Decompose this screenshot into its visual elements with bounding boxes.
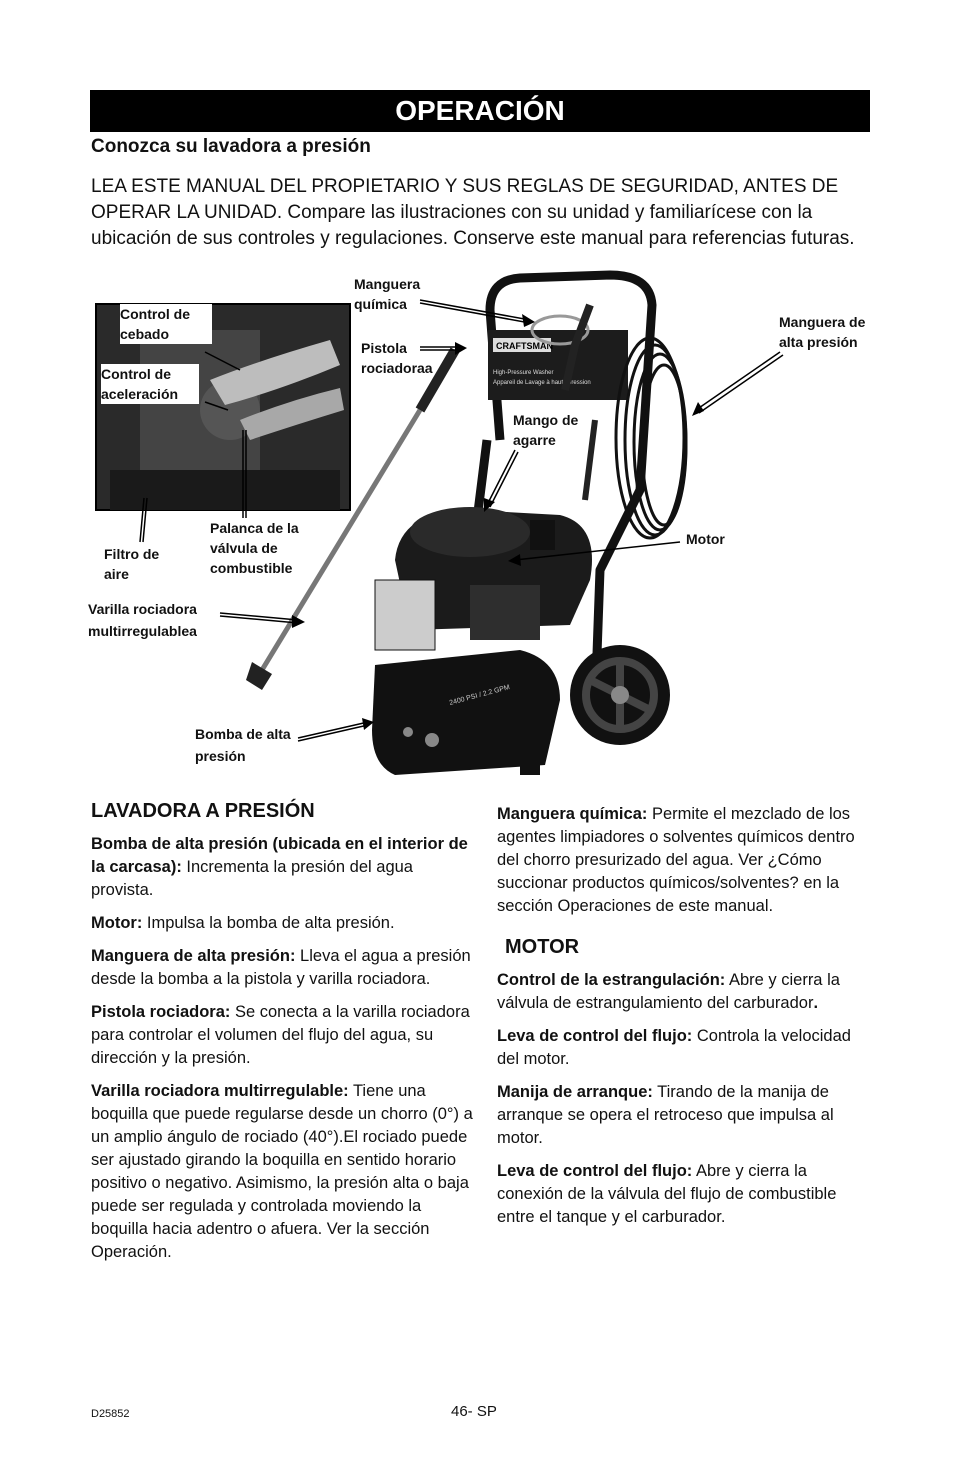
intro-paragraph: LEA ESTE MANUAL DEL PROPIETARIO Y SUS REGLAS DE SEGURIDAD, ANTES DE OPERAR LA UNIDAD. Compare las ilustraciones con su unidad y familiarícese con la ubicación de sus controles y regulaciones. Conserve este manual para referencias futuras. (91, 176, 855, 249)
label-manguera-quimica: Manguera química (354, 276, 421, 312)
definition-text: Incrementa la presión del agua provista. (91, 858, 413, 899)
label-filtro-aire: Filtro de aire (104, 546, 160, 582)
definition-text: Tiene una boquilla que puede regularse desde un chorro (0°) a un amplio ángulo de rociado (40°).El rociado puede ser ajustado girando la boquilla en sentido horario positivo o negativo. Asimismo, la presión alta o baja puede ser regulada y controlada moviendo la boquilla hacia adentro o afuera. Ver la sección Operación. (91, 1082, 473, 1261)
definition-item (497, 1081, 869, 1150)
definition-text: Impulsa la bomba de alta presión. (142, 914, 395, 932)
definition-term: Manguera química: (497, 805, 648, 823)
definition-tail: . (813, 994, 819, 1012)
label-control-cebado: Control de cebado (120, 304, 212, 344)
definition-term: Leva de control del flujo: (497, 1027, 693, 1045)
label-varilla: Varilla rociadora multirregulablea (88, 601, 197, 639)
definition-text: Controla la velocidad del motor. (497, 1027, 851, 1068)
section-heading-lavadora: LAVADORA A PRESIÓN (91, 800, 315, 822)
definition-text: Abre y cierra la conexión de la válvula del flujo de combustible entre el tanque y el carburador. (497, 1162, 837, 1226)
label-manguera-alta: Manguera de alta presión (779, 314, 866, 350)
label-palanca-valvula: Palanca de la válvula de combustible (210, 520, 299, 576)
definition-text: Permite el mezclado de los agentes limpiadores o solventes químicos dentro del chorro presurizado del agua. Ver ¿Cómo succionar productos químicos/solventes? en la sección Operaciones de este manual. (497, 805, 855, 915)
nozzle (246, 662, 272, 690)
panel-line-2: Appareil de Lavage à haute pression (493, 380, 591, 386)
label-control-aceleracion: Control de aceleración (101, 364, 199, 404)
definition-term: Leva de control del flujo: (497, 1162, 693, 1180)
label-mango: Mango de agarre (513, 412, 579, 448)
definition-item (91, 912, 476, 935)
page-title: OPERACIÓN (395, 95, 565, 126)
brand-label: CRAFTSMAN (496, 341, 553, 351)
arrow-head-icon (692, 402, 704, 416)
panel-line-1: High-Pressure Washer (493, 370, 554, 376)
definition-term: Manguera de alta presión: (91, 947, 296, 965)
definition-term: Manija de arranque: (497, 1083, 653, 1101)
rating-label: 2400 PSI / 2.2 GPM (448, 684, 511, 707)
label-pistola: Pistola rociadoraa (361, 340, 433, 376)
label-bomba: Bomba de alta presión (195, 726, 291, 764)
pump-housing (372, 650, 560, 775)
document-code: D25852 (91, 1408, 130, 1420)
fuel-tank (375, 580, 435, 650)
definition-text: Tirando de la manija de arranque se opera el retroceso que impulsa al motor. (497, 1083, 834, 1147)
page-title-banner (90, 90, 870, 132)
definition-term: Bomba de alta presión (ubicada en el interior de la carcasa): (91, 835, 468, 876)
page-number: 46- SP (451, 1403, 497, 1420)
definition-text: Se conecta a la varilla rociadora para controlar el volumen del flujo del agua, su dirección y la presión. (91, 1003, 470, 1067)
label-motor: Motor (686, 531, 725, 547)
definition-text: Abre y cierra la válvula de estrangulamiento del carburador (497, 971, 840, 1012)
arrow-head-icon (455, 342, 467, 355)
arrow-head-icon (292, 615, 305, 628)
definition-item (497, 803, 869, 918)
definition-item (91, 833, 476, 902)
definition-term: Motor: (91, 914, 143, 932)
definition-item (91, 945, 476, 991)
right-column (497, 803, 869, 1239)
definition-item (91, 1001, 476, 1070)
pressure-washer-figure (0, 270, 954, 800)
left-column (91, 800, 476, 1274)
definition-item (497, 969, 869, 1015)
section-heading-motor: MOTOR (505, 936, 580, 958)
definition-item (497, 1160, 869, 1229)
definition-term: Varilla rociadora multirregulable: (91, 1082, 349, 1100)
definition-term: Control de la estrangulación: (497, 971, 726, 989)
definition-text: Lleva el agua a presión desde la bomba a la pistola y varilla rociadora. (91, 947, 471, 988)
definition-item (91, 1080, 476, 1264)
section-subtitle: Conozca su lavadora a presión (91, 136, 371, 157)
definition-term: Pistola rociadora: (91, 1003, 231, 1021)
definition-item (497, 1025, 869, 1071)
